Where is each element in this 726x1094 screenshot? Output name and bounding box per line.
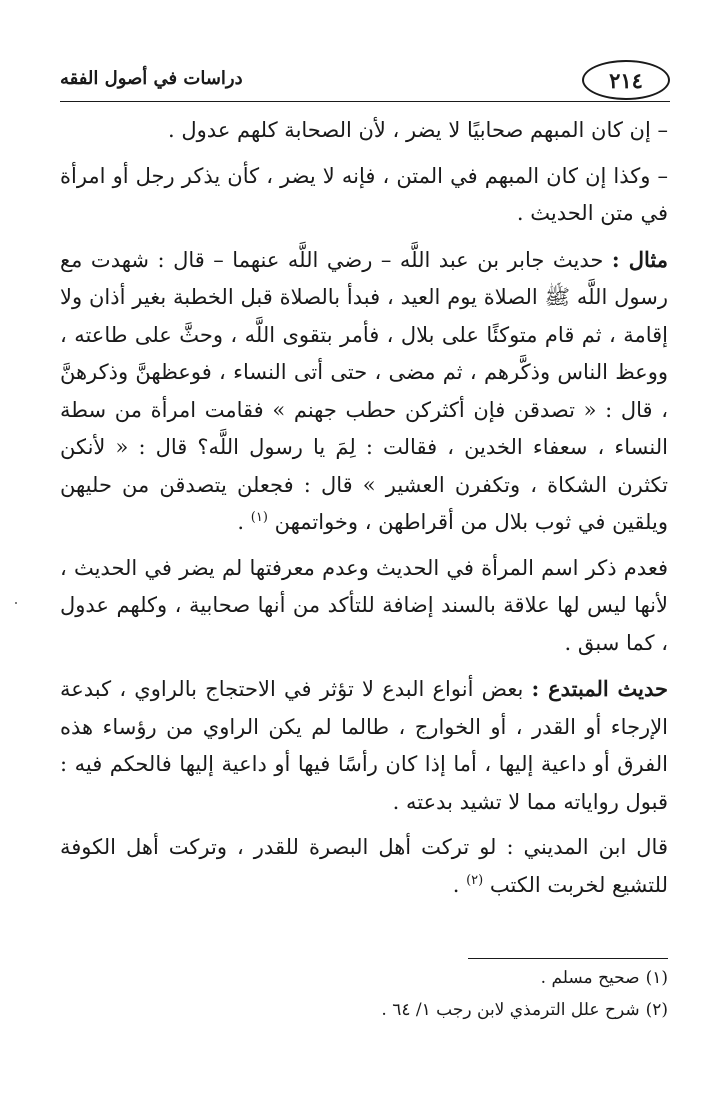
paragraph-text: حديث جابر بن عبد اللَّه – رضي اللَّه عنهما – قال : شهدت مع رسول اللَّه ﷺ الصلاة يوم العيد ، فبدأ بالصلاة قبل الخطبة بغير أذان ولا إقامة ، ثم قام متوكئًا على بلال ، فأمر بتقوى اللَّه ، وحثَّ على طاعته ، ووعظ الناس وذكَّرهم ، ثم مضى ، حتى أتى النساء ، فوعظهنَّ وذكرهنَّ ، قال : « تصدقن فإن أكثركن حطب جهنم » فقامت امرأة من سطة النساء ، سعفاء الخدين ، فقالت : لِمَ يا رسول اللَّه؟ قال : « لأنكن تكثرن الشكاة ، وتكفرن العشير » قال : فجعلن يتصدقن من حليهن ويلقين في ثوب بلال من أقراطهن ، وخواتمهن [60, 247, 668, 534]
paragraph-end: . [237, 510, 251, 534]
example-heading: مثال : [611, 246, 668, 272]
paragraph-ibn-madini [60, 829, 668, 904]
paragraph-matn [60, 158, 668, 233]
footnote-text: شرح علل الترمذي لابن رجب ١/ ٦٤ . [381, 1000, 640, 1020]
paragraph-text: قال ابن المديني : لو تركت أهل البصرة للقدر ، وتركت أهل الكوفة للتشيع لخربت الكتب [60, 835, 668, 897]
innovator-heading: حديث المبتدع : [531, 676, 668, 701]
footnote-item [60, 962, 668, 994]
paragraph-end: . [452, 872, 467, 897]
footnote-number: (١) [645, 968, 668, 988]
footnote-number: (٢) [645, 1000, 668, 1020]
paragraph-text: بعض أنواع البدع لا تؤثر في الاحتجاج بالراوي ، كبدعة الإرجاء أو القدر ، أو الخوارج ، طالما لم يكن الراوي من رؤساء هذه الفرق أو داعية إليها ، أما إذا كان رأسًا فيها أو داعية إليها فالحكم فيه : قبول رواياته مما لا تشيد بدعته . [60, 677, 668, 814]
page-number: ٢١٤ [582, 60, 670, 100]
book-title: دراسات في أصول الفقه [60, 68, 243, 89]
body-text [60, 112, 668, 912]
paragraph-sahabi [60, 112, 668, 150]
paragraph-commentary [60, 550, 668, 663]
paragraph-innovator [60, 670, 668, 821]
footnote-text: صحيح مسلم . [540, 968, 640, 988]
paragraph-text: – إن كان المبهم صحابيًا لا يضر ، لأن الصحابة كلهم عدول . [168, 118, 668, 142]
paragraph-text: – وكذا إن كان المبهم في المتن ، فإنه لا يضر ، كأن يذكر رجل أو امرأة في متن الحديث . [60, 163, 668, 225]
footnote-item [60, 994, 668, 1026]
header-rule [60, 101, 670, 102]
paragraph-text: فعدم ذكر اسم المرأة في الحديث وعدم معرفتها لم يضر في الحديث ، لأنها ليس لها علاقة بالسند إضافة للتأكد من أنها صحابية ، وكلهم عدول ، كما سبق . [60, 555, 668, 655]
footnote-reference[interactable]: (١) [250, 510, 268, 525]
scan-speck [15, 602, 17, 604]
footnote-rule [468, 958, 668, 959]
footnote-reference[interactable]: (٢) [466, 872, 484, 888]
paragraph-example [60, 241, 668, 542]
running-header [60, 60, 670, 102]
footnotes [60, 962, 668, 1026]
